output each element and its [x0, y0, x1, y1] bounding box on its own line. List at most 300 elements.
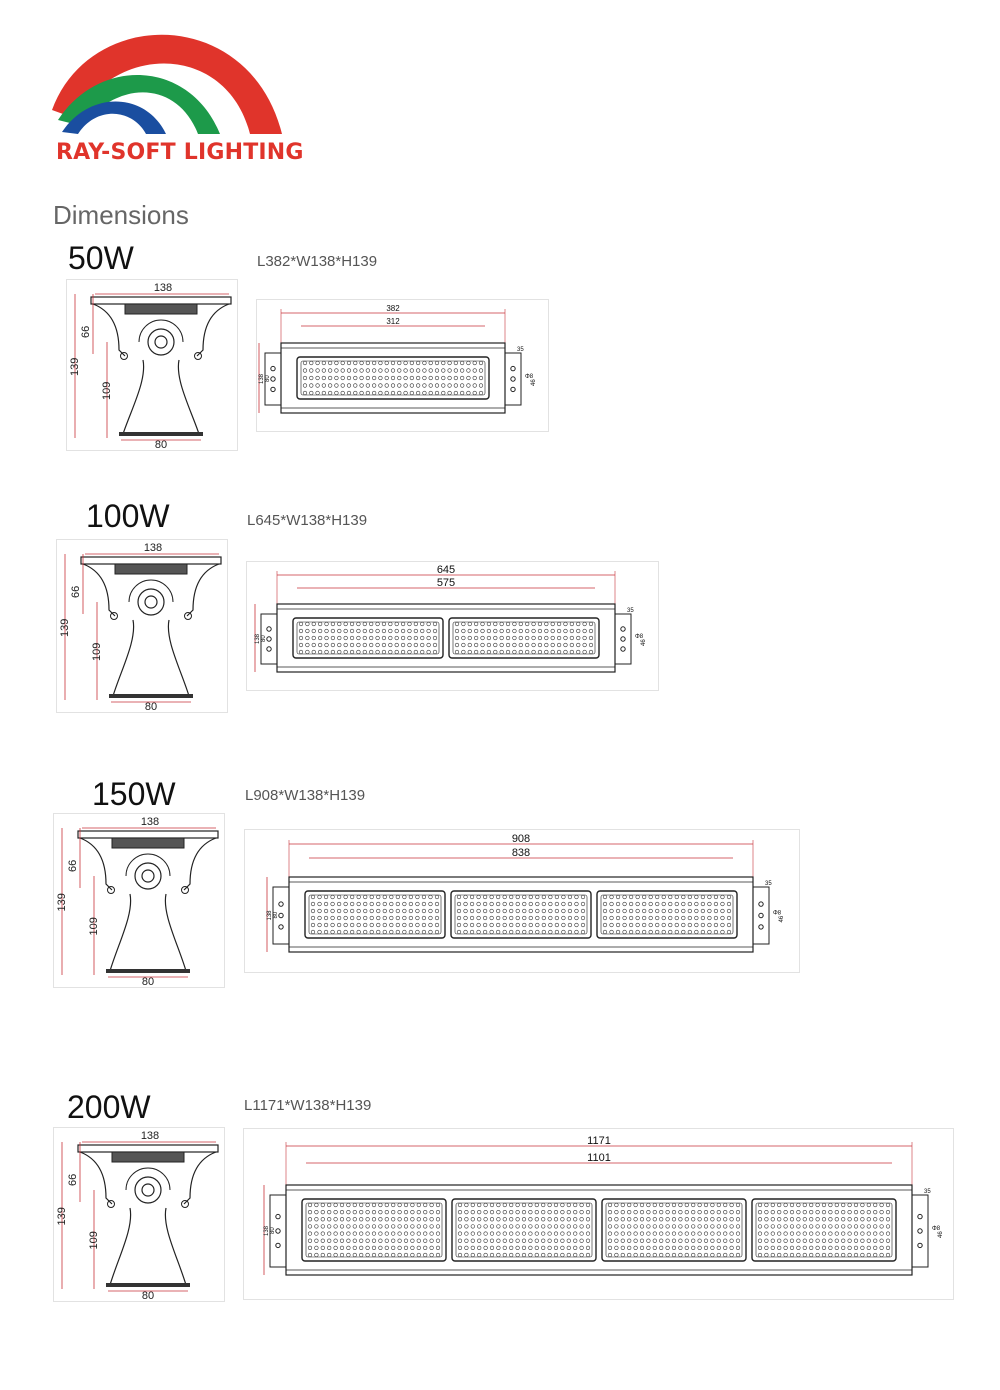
led-chip-icon: [429, 361, 433, 365]
led-chip-icon: [344, 923, 348, 927]
led-chip-icon: [536, 902, 540, 906]
led-chip-icon: [554, 1210, 558, 1214]
led-chip-icon: [363, 902, 367, 906]
led-chip-icon: [525, 643, 529, 647]
led-chip-icon: [410, 361, 414, 365]
led-chip-icon: [325, 622, 329, 626]
led-chip-icon: [401, 629, 405, 633]
led-chip-icon: [554, 1225, 558, 1229]
led-chip-icon: [404, 369, 408, 373]
led-chip-icon: [513, 636, 517, 640]
led-chip-icon: [573, 1210, 577, 1214]
led-chip-icon: [615, 1217, 619, 1221]
led-chip-icon: [436, 1225, 440, 1229]
led-chip-icon: [435, 376, 439, 380]
led-chip-icon: [777, 1246, 781, 1250]
led-chip-icon: [347, 376, 351, 380]
top-view-200: [243, 1128, 954, 1300]
led-chip-icon: [627, 1217, 631, 1221]
led-chip-icon: [570, 643, 574, 647]
led-chip-icon: [484, 1246, 488, 1250]
led-chip-icon: [797, 1225, 801, 1229]
led-chip-icon: [529, 1203, 533, 1207]
led-chip-icon: [682, 916, 686, 920]
led-chip-icon: [315, 1232, 319, 1236]
led-chip-icon: [701, 930, 705, 934]
led-chip-icon: [765, 1210, 769, 1214]
led-chip-icon: [649, 930, 653, 934]
mount-hole-left-icon: [276, 1243, 280, 1247]
led-chip-icon: [861, 1246, 865, 1250]
led-chip-icon: [340, 1239, 344, 1243]
led-chip-icon: [736, 1232, 740, 1236]
led-chip-icon: [541, 1203, 545, 1207]
led-chip-icon: [854, 1246, 858, 1250]
led-chip-icon: [359, 1217, 363, 1221]
led-chip-icon: [727, 909, 731, 913]
led-chip-icon: [880, 1203, 884, 1207]
led-chip-icon: [372, 1210, 376, 1214]
led-chip-icon: [360, 391, 364, 395]
led-chip-icon: [410, 384, 414, 388]
led-chip-icon: [623, 895, 627, 899]
led-chip-icon: [458, 1253, 462, 1257]
led-chip-icon: [410, 369, 414, 373]
led-chip-icon: [385, 376, 389, 380]
led-chip-icon: [372, 391, 376, 395]
led-module: [752, 1199, 896, 1261]
led-chip-icon: [714, 930, 718, 934]
led-chip-icon: [441, 361, 445, 365]
led-chip-icon: [535, 1232, 539, 1236]
model-dims-200: L1171*W138*H139: [244, 1097, 372, 1114]
led-chip-icon: [379, 361, 383, 365]
led-chip-icon: [430, 1225, 434, 1229]
mount-hole-left-icon: [271, 366, 275, 370]
led-chip-icon: [688, 916, 692, 920]
led-chip-icon: [519, 629, 523, 633]
led-chip-icon: [460, 361, 464, 365]
led-chip-icon: [490, 1210, 494, 1214]
led-chip-icon: [411, 1239, 415, 1243]
led-chip-icon: [532, 629, 536, 633]
led-chip-icon: [409, 895, 413, 899]
led-chip-icon: [771, 1217, 775, 1221]
led-chip-icon: [328, 391, 332, 395]
led-chip-icon: [867, 1217, 871, 1221]
pivot-outer: [135, 863, 161, 889]
led-chip-icon: [873, 1210, 877, 1214]
led-chip-icon: [433, 643, 437, 647]
led-chip-icon: [640, 1232, 644, 1236]
led-chip-icon: [477, 1225, 481, 1229]
led-chip-icon: [714, 902, 718, 906]
led-chip-icon: [682, 909, 686, 913]
led-module-lens: [756, 1203, 892, 1257]
bracket-arm-left: [93, 304, 125, 356]
led-chip-icon: [429, 384, 433, 388]
led-chip-icon: [503, 1203, 507, 1207]
bolt-left-icon: [111, 613, 118, 620]
led-chip-icon: [777, 1232, 781, 1236]
led-chip-icon: [337, 930, 341, 934]
led-chip-icon: [376, 636, 380, 640]
dim-lower-label: 109: [91, 642, 103, 661]
led-chip-icon: [621, 1232, 625, 1236]
led-chip-icon: [409, 930, 413, 934]
led-chip-icon: [416, 923, 420, 927]
led-chip-icon: [327, 1246, 331, 1250]
led-chip-icon: [340, 1232, 344, 1236]
led-chip-icon: [497, 1217, 501, 1221]
led-chip-icon: [519, 650, 523, 654]
led-chip-icon: [308, 1203, 312, 1207]
led-chip-icon: [350, 916, 354, 920]
led-chip-icon: [416, 930, 420, 934]
led-chip-icon: [366, 1232, 370, 1236]
led-chip-icon: [685, 1246, 689, 1250]
led-chip-icon: [873, 1253, 877, 1257]
led-chip-icon: [490, 902, 494, 906]
led-chip-icon: [493, 636, 497, 640]
led-chip-icon: [376, 923, 380, 927]
led-chip-icon: [564, 622, 568, 626]
led-chip-icon: [777, 1239, 781, 1243]
led-chip-icon: [318, 643, 322, 647]
led-chip-icon: [627, 1253, 631, 1257]
led-chip-icon: [372, 1203, 376, 1207]
led-chip-icon: [771, 1253, 775, 1257]
led-chip-icon: [841, 1246, 845, 1250]
led-chip-icon: [542, 916, 546, 920]
led-chip-icon: [404, 376, 408, 380]
led-chip-icon: [575, 930, 579, 934]
led-chip-icon: [522, 923, 526, 927]
led-chip-icon: [383, 923, 387, 927]
led-chip-icon: [522, 916, 526, 920]
led-chip-icon: [541, 1232, 545, 1236]
led-chip-icon: [416, 361, 420, 365]
led-chip-icon: [350, 643, 354, 647]
led-chip-icon: [564, 636, 568, 640]
led-chip-icon: [496, 916, 500, 920]
led-chip-icon: [541, 1210, 545, 1214]
led-chip-icon: [803, 1225, 807, 1229]
led-chip-icon: [538, 636, 542, 640]
led-chip-icon: [506, 650, 510, 654]
led-chip-icon: [636, 909, 640, 913]
led-chip-icon: [385, 1239, 389, 1243]
led-chip-icon: [561, 1253, 565, 1257]
led-chip-icon: [324, 923, 328, 927]
led-chip-icon: [545, 629, 549, 633]
led-chip-icon: [549, 923, 553, 927]
led-chip-icon: [522, 1225, 526, 1229]
led-chip-icon: [457, 895, 461, 899]
led-chip-icon: [655, 930, 659, 934]
led-chip-icon: [698, 1217, 702, 1221]
led-chip-icon: [529, 1232, 533, 1236]
dim-top-label: 66: [67, 859, 79, 872]
led-chip-icon: [886, 1203, 890, 1207]
led-chip-icon: [408, 643, 412, 647]
mount-hole-right-icon: [621, 647, 625, 651]
led-chip-icon: [484, 1253, 488, 1257]
led-chip-icon: [430, 1239, 434, 1243]
led-chip-icon: [429, 902, 433, 906]
led-chip-icon: [471, 1203, 475, 1207]
led-chip-icon: [567, 1217, 571, 1221]
led-chip-icon: [458, 1225, 462, 1229]
led-chip-icon: [809, 1253, 813, 1257]
led-chip-icon: [366, 369, 370, 373]
led-chip-icon: [784, 1225, 788, 1229]
led-chip-icon: [436, 1203, 440, 1207]
mount-hole-right-icon: [759, 913, 763, 917]
led-chip-icon: [417, 1253, 421, 1257]
led-chip-icon: [695, 930, 699, 934]
led-chip-icon: [490, 909, 494, 913]
led-chip-icon: [522, 1232, 526, 1236]
led-chip-icon: [765, 1239, 769, 1243]
led-chip-icon: [344, 902, 348, 906]
dim-hole-label: Φ8: [635, 634, 644, 640]
led-chip-icon: [366, 1210, 370, 1214]
pivot-arc: [126, 1168, 170, 1190]
led-chip-icon: [567, 1225, 571, 1229]
led-chip-icon: [383, 895, 387, 899]
led-chip-icon: [379, 1217, 383, 1221]
led-chip-icon: [608, 1253, 612, 1257]
led-chip-icon: [861, 1217, 865, 1221]
led-chip-icon: [481, 622, 485, 626]
led-chip-icon: [640, 1239, 644, 1243]
led-chip-icon: [576, 636, 580, 640]
led-chip-icon: [513, 650, 517, 654]
led-chip-icon: [525, 622, 529, 626]
led-chip-icon: [841, 1203, 845, 1207]
led-chip-icon: [525, 629, 529, 633]
led-chip-icon: [391, 376, 395, 380]
led-chip-icon: [366, 376, 370, 380]
led-chip-icon: [621, 1210, 625, 1214]
led-chip-icon: [303, 376, 307, 380]
led-chip-icon: [758, 1246, 762, 1250]
led-chip-icon: [730, 1217, 734, 1221]
led-chip-icon: [420, 622, 424, 626]
bracket-arm-left: [80, 838, 112, 890]
led-chip-icon: [423, 1217, 427, 1221]
led-chip-icon: [473, 384, 477, 388]
led-chip-icon: [370, 902, 374, 906]
led-chip-icon: [441, 391, 445, 395]
led-chip-icon: [479, 369, 483, 373]
led-chip-icon: [503, 1232, 507, 1236]
led-chip-icon: [414, 650, 418, 654]
led-chip-icon: [583, 622, 587, 626]
led-chip-icon: [318, 622, 322, 626]
led-chip-icon: [629, 895, 633, 899]
led-chip-icon: [479, 391, 483, 395]
led-chip-icon: [647, 1239, 651, 1243]
led-chip-icon: [455, 629, 459, 633]
heatsink-block: [112, 1152, 184, 1162]
led-chip-icon: [829, 1232, 833, 1236]
led-chip-icon: [649, 916, 653, 920]
mount-hole-left-icon: [267, 647, 271, 651]
led-chip-icon: [385, 1246, 389, 1250]
led-chip-icon: [359, 1246, 363, 1250]
led-chip-icon: [324, 895, 328, 899]
led-chip-icon: [366, 1246, 370, 1250]
led-chip-icon: [379, 384, 383, 388]
led-chip-icon: [359, 1239, 363, 1243]
led-chip-icon: [835, 1225, 839, 1229]
led-chip-icon: [714, 895, 718, 899]
led-chip-icon: [363, 629, 367, 633]
led-chip-icon: [503, 1217, 507, 1221]
led-chip-icon: [529, 1217, 533, 1221]
led-chip-icon: [765, 1225, 769, 1229]
led-chip-icon: [886, 1225, 890, 1229]
mount-hole-right-icon: [511, 366, 515, 370]
led-chip-icon: [516, 1253, 520, 1257]
led-chip-icon: [401, 622, 405, 626]
led-chip-icon: [315, 1210, 319, 1214]
led-chip-icon: [385, 391, 389, 395]
led-chip-icon: [695, 902, 699, 906]
led-chip-icon: [411, 1210, 415, 1214]
led-chip-icon: [497, 1239, 501, 1243]
led-chip-icon: [848, 1239, 852, 1243]
led-chip-icon: [610, 909, 614, 913]
led-chip-icon: [340, 1210, 344, 1214]
led-chip-icon: [803, 1239, 807, 1243]
led-chip-icon: [535, 1246, 539, 1250]
led-chip-icon: [549, 895, 553, 899]
led-chip-icon: [586, 1232, 590, 1236]
led-chip-icon: [347, 1203, 351, 1207]
mount-hole-right-icon: [759, 925, 763, 929]
led-chip-icon: [487, 650, 491, 654]
led-chip-icon: [372, 376, 376, 380]
led-chip-icon: [312, 650, 316, 654]
led-chip-icon: [398, 1210, 402, 1214]
led-chip-icon: [529, 916, 533, 920]
led-chip-icon: [711, 1225, 715, 1229]
dim-w-label: 138: [259, 373, 265, 384]
led-chip-icon: [541, 1225, 545, 1229]
led-chip-icon: [509, 1225, 513, 1229]
dim-w2-label: 80: [261, 635, 267, 642]
led-chip-icon: [353, 361, 357, 365]
dim-d1-label: 35: [924, 1189, 931, 1195]
led-chip-icon: [385, 1217, 389, 1221]
led-chip-icon: [391, 1239, 395, 1243]
led-chip-icon: [509, 909, 513, 913]
led-chip-icon: [580, 1232, 584, 1236]
led-chip-icon: [335, 391, 339, 395]
led-chip-icon: [383, 916, 387, 920]
led-chip-icon: [467, 384, 471, 388]
led-chip-icon: [616, 902, 620, 906]
mount-hole-right-icon: [511, 387, 515, 391]
led-chip-icon: [532, 622, 536, 626]
led-chip-icon: [721, 916, 725, 920]
led-chip-icon: [509, 930, 513, 934]
led-chip-icon: [471, 1225, 475, 1229]
led-chip-icon: [545, 650, 549, 654]
led-chip-icon: [464, 895, 468, 899]
led-chip-icon: [721, 895, 725, 899]
led-chip-icon: [369, 650, 373, 654]
led-chip-icon: [736, 1210, 740, 1214]
led-chip-icon: [557, 629, 561, 633]
led-chip-icon: [513, 643, 517, 647]
led-chip-icon: [640, 1253, 644, 1257]
led-chip-icon: [315, 1217, 319, 1221]
led-chip-icon: [886, 1217, 890, 1221]
led-chip-icon: [454, 376, 458, 380]
led-chip-icon: [417, 1217, 421, 1221]
led-chip-icon: [337, 629, 341, 633]
led-chip-icon: [522, 1203, 526, 1207]
led-chip-icon: [344, 643, 348, 647]
led-chip-icon: [649, 902, 653, 906]
led-chip-icon: [503, 930, 507, 934]
led-chip-icon: [758, 1203, 762, 1207]
led-chip-icon: [454, 391, 458, 395]
led-chip-icon: [529, 895, 533, 899]
led-chip-icon: [647, 1246, 651, 1250]
led-chip-icon: [790, 1239, 794, 1243]
led-chip-icon: [468, 629, 472, 633]
led-chip-icon: [457, 930, 461, 934]
led-chip-icon: [379, 1203, 383, 1207]
led-chip-icon: [554, 1246, 558, 1250]
led-chip-icon: [327, 1253, 331, 1257]
led-chip-icon: [698, 1232, 702, 1236]
led-chip-icon: [473, 369, 477, 373]
led-chip-icon: [822, 1217, 826, 1221]
led-chip-icon: [435, 369, 439, 373]
led-chip-icon: [603, 895, 607, 899]
led-chip-icon: [717, 1232, 721, 1236]
led-chip-icon: [704, 1225, 708, 1229]
led-chip-icon: [688, 909, 692, 913]
led-chip-icon: [642, 895, 646, 899]
led-chip-icon: [797, 1203, 801, 1207]
led-chip-icon: [790, 1210, 794, 1214]
led-chip-icon: [723, 1225, 727, 1229]
led-chip-icon: [655, 923, 659, 927]
led-chip-icon: [608, 1232, 612, 1236]
led-chip-icon: [554, 1232, 558, 1236]
led-chip-icon: [668, 916, 672, 920]
led-chip-icon: [561, 1232, 565, 1236]
led-chip-icon: [771, 1246, 775, 1250]
pivot-arc: [129, 580, 173, 602]
housing-body: [281, 343, 505, 413]
led-chip-icon: [691, 1210, 695, 1214]
led-chip-icon: [417, 1239, 421, 1243]
led-chip-icon: [797, 1210, 801, 1214]
led-chip-icon: [886, 1246, 890, 1250]
led-chip-icon: [398, 1225, 402, 1229]
led-module-lens: [306, 1203, 442, 1257]
led-chip-icon: [516, 902, 520, 906]
led-chip-icon: [516, 1210, 520, 1214]
